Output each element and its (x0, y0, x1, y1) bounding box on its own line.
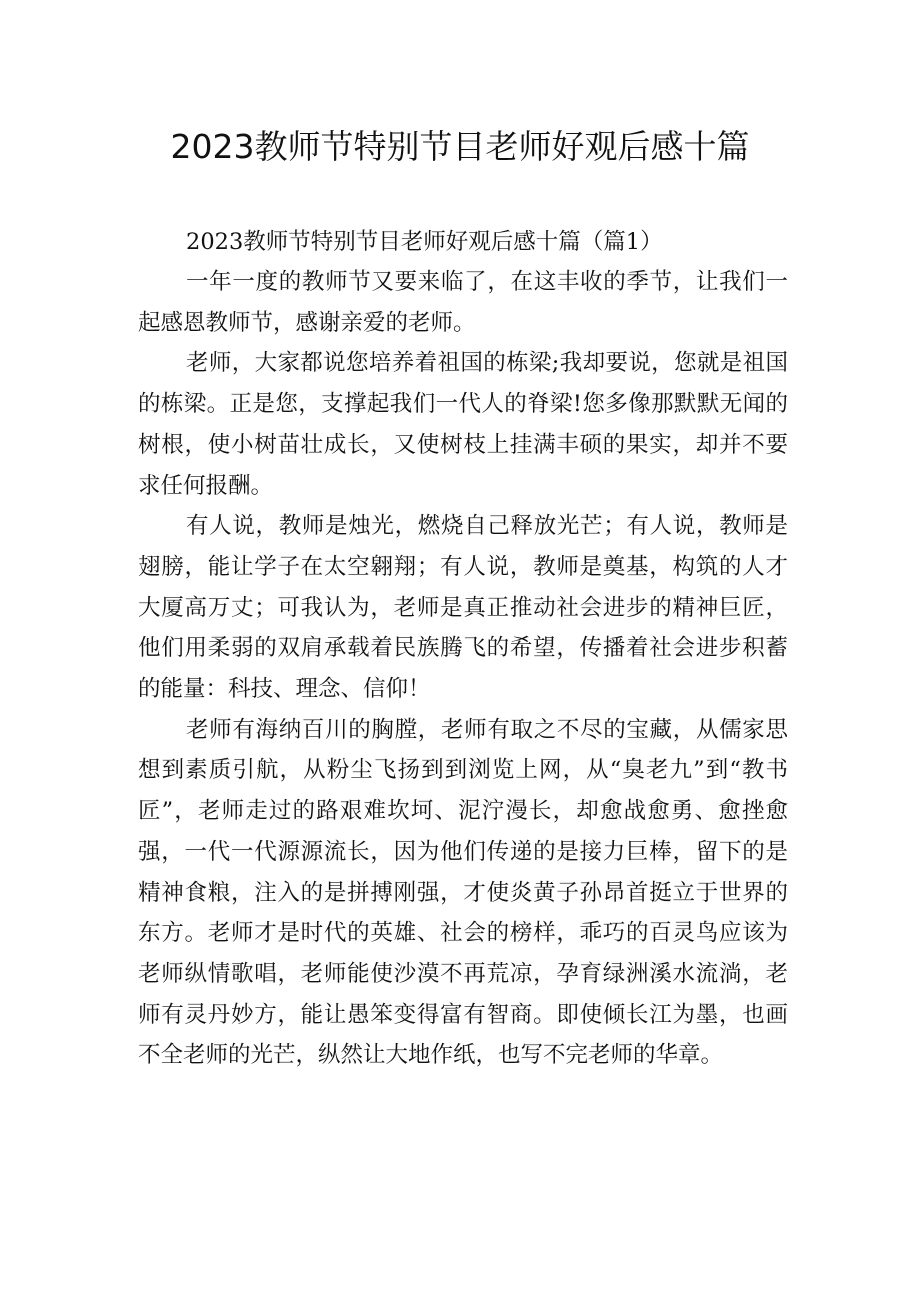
paragraph-4: 老师有海纳百川的胸膛，老师有取之不尽的宝藏，从儒家思想到素质引航，从粉尘飞扬到到浏览上网，从“臭老九”到“教书匠”，老师走过的路艰难坎坷、泥泞漫长，却愈战愈勇、愈挫愈强，一代一代源源流长，因为他们传递的是接力巨棒，留下的是精神食粮，注入的是拼搏刚强，才使炎黄子孙昂首挺立于世界的东方。老师才是时代的英雄、社会的榜样，乖巧的百灵鸟应该为老师纵情歌唱，老师能使沙漠不再荒凉，孕育绿洲溪水流淌，老师有灵丹妙方，能让愚笨变得富有智商。即使倾长江为墨，也画不全老师的光芒，纵然让大地作纸，也写不完老师的华章。 (138, 716, 788, 1069)
document-body (138, 222, 788, 1076)
document-title: 2023教师节特别节目老师好观后感十篇 (170, 127, 750, 166)
paragraph-2: 老师，大家都说您培养着祖国的栋梁;我却要说，您就是祖国的栋梁。正是您，支撑起我们一代人的脊梁!您多像那默默无闻的树根，使小树苗壮成长，又使树枝上挂满丰硕的果实，却并不要求任何报酬。 (138, 350, 788, 499)
section-heading: 2023教师节特别节目老师好观后感十篇（篇1） (186, 229, 663, 255)
paragraph-1: 一年一度的教师节又要来临了，在这丰收的季节，让我们一起感恩教师节，感谢亲爱的老师。 (138, 269, 788, 336)
paragraph-3: 有人说，教师是烛光，燃烧自己释放光芒；有人说，教师是翅膀，能让学子在太空翱翔；有人说，教师是奠基，构筑的人才大厦高万丈；可我认为，老师是真正推动社会进步的精神巨匠，他们用柔弱的双肩承载着民族腾飞的希望，传播着社会进步积蓄的能量：科技、理念、信仰！ (138, 513, 788, 703)
